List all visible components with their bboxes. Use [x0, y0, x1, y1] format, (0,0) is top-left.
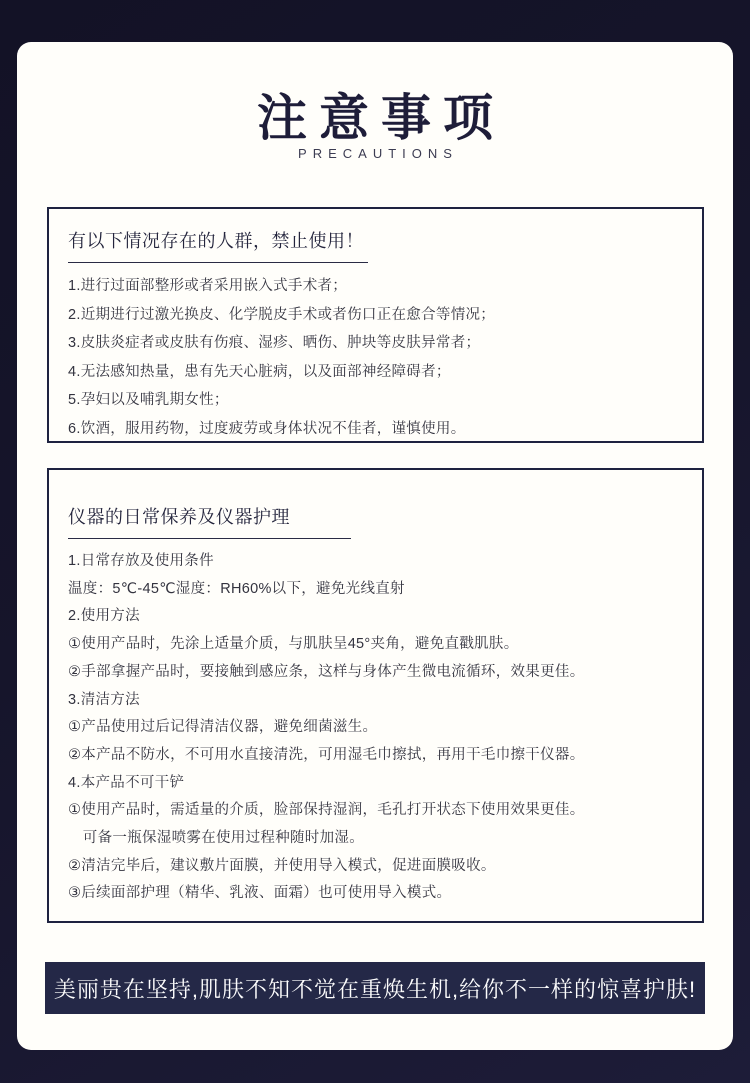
restrictions-heading: 有以下情况存在的人群，禁止使用！	[68, 227, 368, 263]
page-subtitle: PRECAUTIONS	[298, 146, 458, 161]
page-title: 注意事项	[257, 90, 505, 146]
maintenance-item: ③后续面部护理（精华、乳液、面霜）也可使用导入模式。	[68, 885, 452, 902]
restriction-item: 3.皮肤炎症者或皮肤有伤痕、湿疹、晒伤、肿块等皮肤异常者；	[68, 335, 481, 352]
maintenance-item: ②手部拿握产品时，要接触到感应条，这样与身体产生微电流循环，效果更佳。	[68, 663, 585, 680]
maintenance-item: 温度：5℃-45℃湿度：RH60%以下，避免光线直射	[68, 580, 405, 597]
maintenance-heading: 仪器的日常保养及仪器护理	[68, 503, 351, 539]
restrictions-list	[68, 272, 688, 444]
restrictions-section	[47, 207, 704, 443]
maintenance-item: ①使用产品时，先涂上适量介质，与肌肤呈45°夹角，避免直戳肌肤。	[68, 636, 519, 653]
maintenance-item: ①使用产品时，需适量的介质，脸部保持湿润，毛孔打开状态下使用效果更佳。	[68, 802, 585, 819]
maintenance-item: 1.日常存放及使用条件	[68, 553, 214, 569]
maintenance-item: ②清洁完毕后，建议敷片面膜，并使用导入模式，促进面膜吸收。	[68, 857, 496, 874]
restriction-item: 1.进行过面部整形或者采用嵌入式手术者；	[68, 278, 348, 294]
maintenance-item: 2.使用方法	[68, 608, 140, 625]
maintenance-section	[47, 468, 704, 923]
maintenance-item: 4.本产品不可干铲	[68, 774, 185, 791]
maintenance-item: 可备一瓶保湿喷雾在使用过程种随时加湿。	[68, 830, 364, 847]
bottom-banner	[45, 962, 705, 1014]
restriction-item: 5.孕妇以及哺乳期女性；	[68, 392, 229, 409]
maintenance-list	[68, 548, 688, 908]
banner-slogan: 美丽贵在坚持,肌肤不知不觉在重焕生机,给你不一样的惊喜护肤!	[53, 976, 697, 1002]
restriction-item: 6.饮酒，服用药物，过度疲劳或身体状况不佳者，谨慎使用。	[68, 420, 466, 437]
maintenance-item: 3.清洁方法	[68, 691, 140, 708]
content-card	[17, 42, 733, 1050]
restriction-item: 2.近期进行过激光换皮、化学脱皮手术或者伤口正在愈合等情况；	[68, 306, 496, 323]
restriction-item: 4.无法感知热量，患有先天心脏病，以及面部神经障碍者；	[68, 363, 451, 380]
maintenance-item: ②本产品不防水，不可用水直接清洗，可用湿毛巾擦拭，再用干毛巾擦干仪器。	[68, 746, 585, 763]
maintenance-item: ①产品使用过后记得清洁仪器，避免细菌滋生。	[68, 719, 378, 736]
